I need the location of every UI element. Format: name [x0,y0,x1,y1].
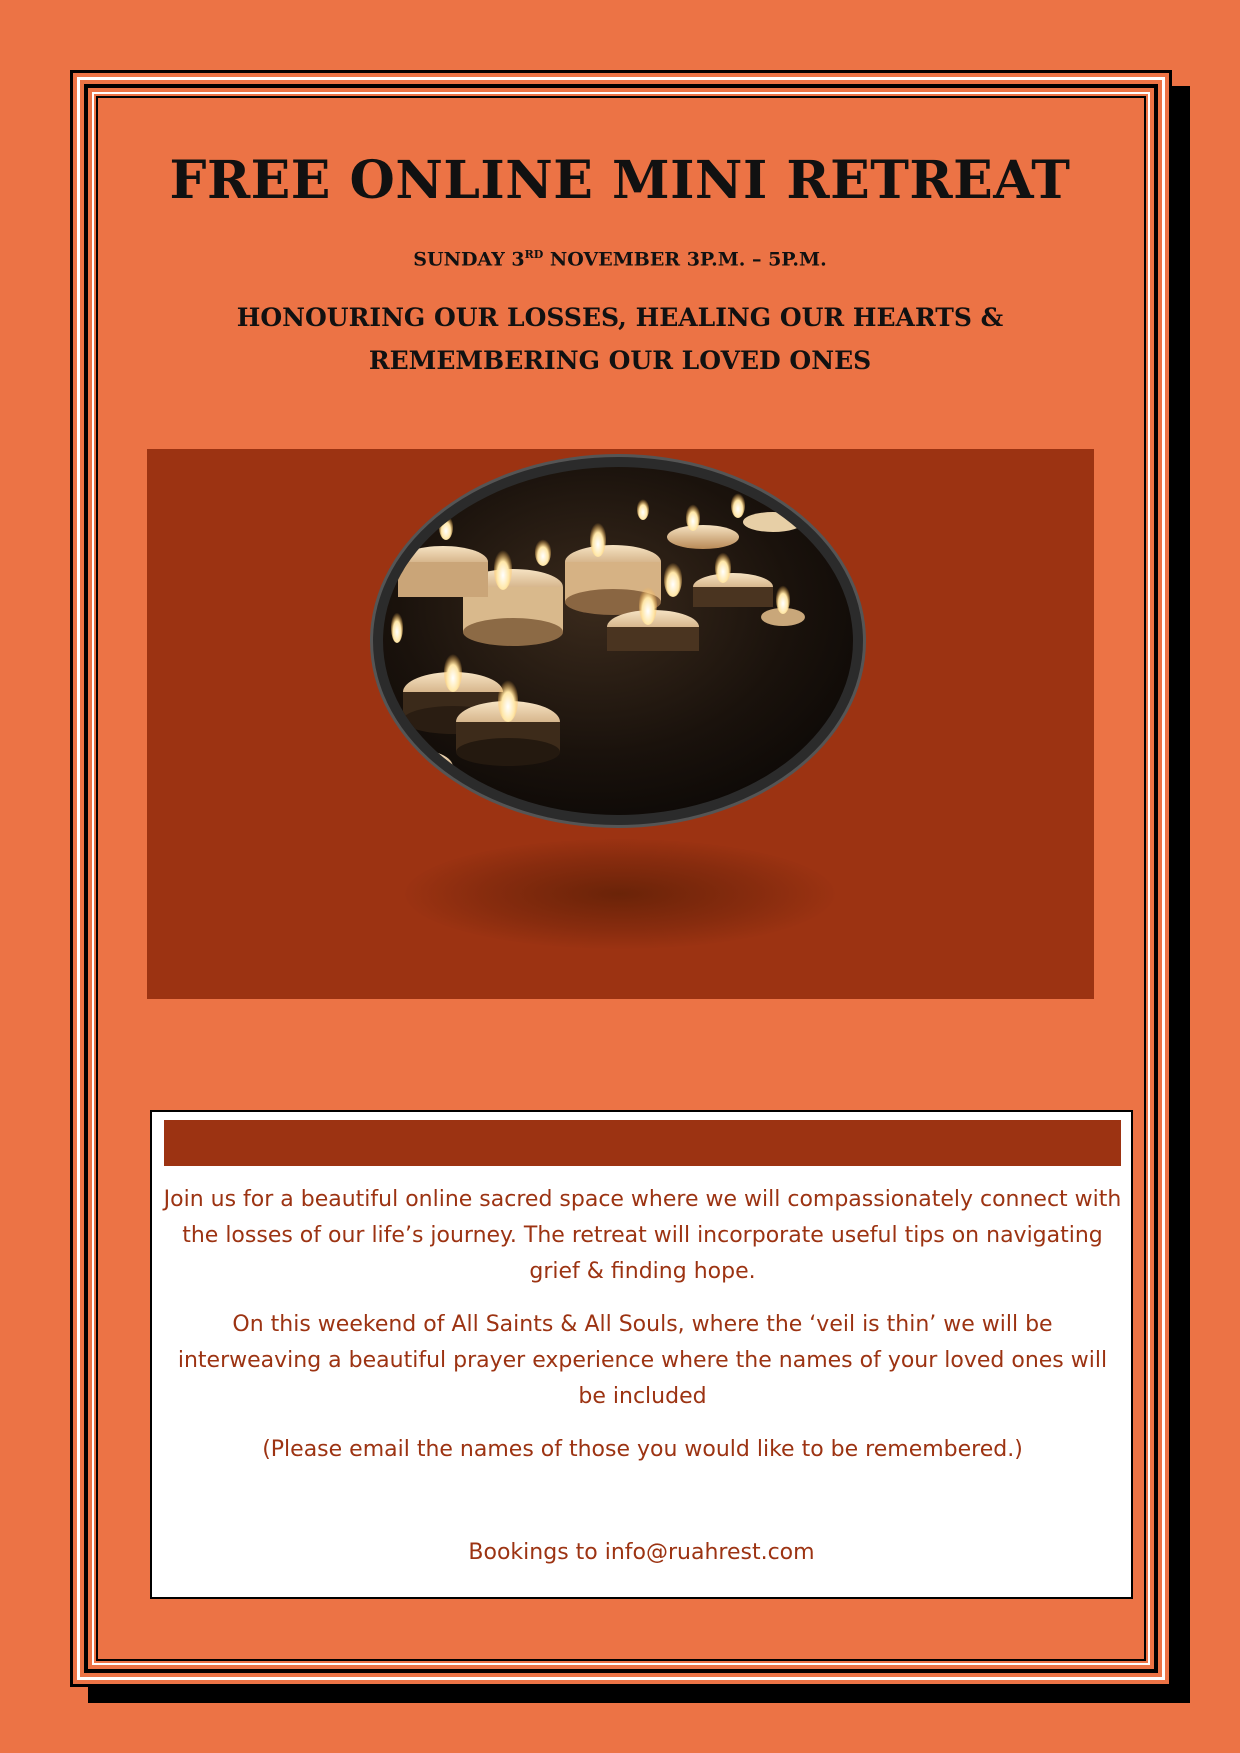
page-title: FREE ONLINE MINI RETREAT [169,150,1071,211]
event-date [0,248,1240,270]
event-date-ordinal: RD [524,248,544,261]
event-subtitle [180,296,1060,382]
event-date-prefix: SUNDAY 3 [413,248,525,271]
candles-photo-frame [373,457,863,825]
details-paragraph-1: Join us for a beautiful online sacred space where we will compassionately connect with the losses of our life’s journey. The retreat will incorporate useful tips on navigating grief & finding hope. [163,1187,1122,1284]
subtitle-line-1: HONOURING OUR LOSSES, HEALING OUR HEARTS & [236,303,1004,332]
details-card [150,1110,1133,1599]
booking-contact[interactable]: Bookings to info@ruahrest.com [468,1540,815,1565]
oval-shadow [405,839,835,949]
image-panel [147,449,1094,999]
subtitle-line-2: REMEMBERING OUR LOVED ONES [368,346,872,375]
details-text [162,1182,1123,1485]
candles-photo [383,467,853,815]
details-paragraph-2: On this weekend of All Saints & All Souls, where the ‘veil is thin’ we will be interweaving a beautiful prayer experience where the names of your loved ones will be included [177,1312,1108,1409]
card-header-band [164,1120,1121,1166]
details-paragraph-3: (Please email the names of those you would like to be remembered.) [262,1437,1023,1462]
event-date-suffix: NOVEMBER 3P.M. – 5P.M. [543,248,827,271]
